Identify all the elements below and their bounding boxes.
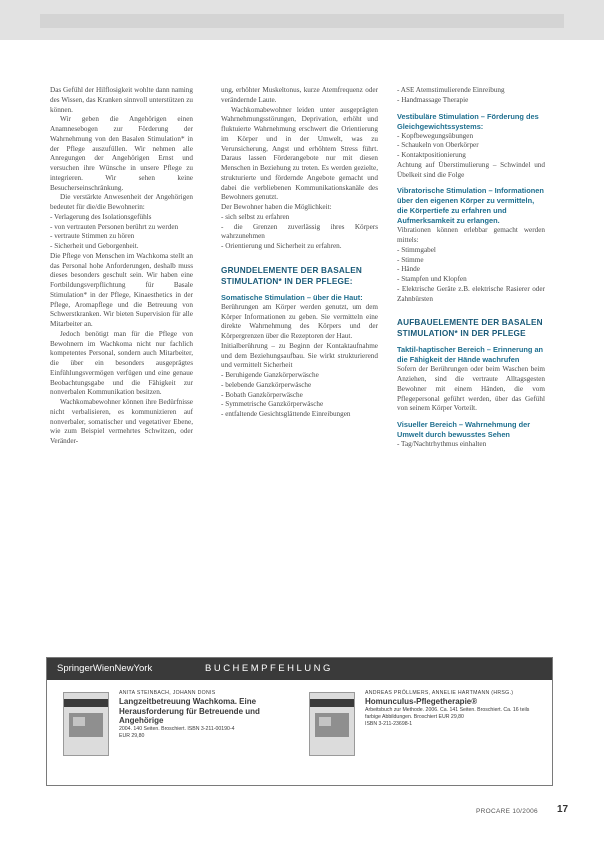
column-3: [397, 86, 545, 450]
list-item: - entfaltende Gesichtsglättende Einreibungen: [221, 410, 351, 418]
list-item: - Verlagerung des Isolationsgefühls: [50, 212, 152, 221]
list-item: - sich selbst zu erfahren: [221, 212, 290, 221]
list-item: - Hände: [397, 265, 420, 274]
subheading: Taktil-haptischer Bereich – Erinnerung an die Fähigkeit der Hände wachrufen: [397, 345, 544, 365]
book-authors: ANDREAS PRÖLLMERS, ANNELIE HARTMANN (HRSG.): [365, 690, 514, 696]
book-cover-1: [63, 692, 109, 756]
list-item: - vertraute Stimmen zu hören: [50, 232, 135, 241]
list-item: - Tag/Nachtrhythmus einhalten: [397, 440, 487, 448]
subheading: Visueller Bereich – Wahrnehmung der Umwelt durch bewusstes Sehen: [397, 420, 531, 439]
list-item: - Stimmgabel: [397, 245, 436, 254]
page-number: 17: [557, 804, 569, 815]
paragraph: Vibrationen können erlebbar gemacht werden mittels:: [397, 226, 545, 244]
list-item: - von vertrauten Personen berührt zu werden: [50, 222, 179, 231]
list-item: - Kopfbewegungsübungen: [397, 131, 474, 140]
ad-label: BUCHEMPFEHLUNG: [205, 663, 333, 674]
list-item: - Sicherheit und Geborgenheit.: [50, 242, 139, 250]
book-isbn: ISBN 3-211-23698-1: [365, 720, 413, 727]
book-price: EUR 29,80: [119, 732, 145, 739]
book-info: 2004. 140 Seiten. Broschiert. ISBN 3-211-00190-4: [119, 725, 235, 732]
list-item: - Elektrische Geräte z.B. elektrische Rasierer oder Zahnbürsten: [397, 284, 545, 303]
list-item: - Bobath Ganzkörperwäsche: [221, 390, 303, 399]
book-title: Homunculus-Pflegetherapie®: [365, 697, 478, 706]
book-advertisement: [46, 657, 553, 786]
paragraph: Wachkomabewohner können ihre Bedürfnisse nicht verbalisieren, es kommunizieren auf nonverbaler, somatischer und vegetativer Ebene, wie zum Beispiel vermehrtes Schwitzen, oder Veränder-: [50, 398, 193, 445]
ad-header: [47, 658, 552, 680]
book-2-details: [365, 690, 545, 728]
book-cover-2: [309, 692, 355, 756]
magazine-name: PROCARE 10/2006: [476, 808, 538, 815]
list-item: - Stimme: [397, 255, 424, 264]
column-1: [50, 86, 193, 447]
book-title: Langzeitbetreuung Wachkoma. Eine Herausforderung für Betreuende und Angehörige: [119, 697, 260, 725]
list-item: - Handmassage Therapie: [397, 95, 469, 104]
paragraph: Die Pflege von Menschen im Wachkoma stellt an das Personal hohe Anforderungen, deshalb muss dieses besonders geschult sein. Wir haben eine Fortbildungsverpflichtung für Basale Stimulation* in der Pflege, Kinaesthetics in der Pflege, Aromapflege und die Betreuung von Schwerstkranken. Wir bieten Supervision für alle Mitarbeiter an.: [50, 251, 193, 328]
book-authors: ANITA STEINBACH, JOHANN DONIS: [119, 690, 216, 696]
paragraph: Die verstärkte Anwesenheit der Angehörigen bedeutet für die/die Bewohnerin:: [50, 193, 193, 211]
header-band: [0, 0, 604, 40]
paragraph: Wachkomabewohner leiden unter ausgeprägten Wahrnehmungsstörungen, Deprivation, erhöht und fluktuierte Wahrnehmung erschwert die Orientierung im Körper und in der Umwelt, was zu Verunsicherung, Angst und erhöhtem Stress führt. Daraus lassen Förderangebote nur mit diesen Menschen in Beziehung zu treten. Es werden gezielte, strukturierte und fördernde Angebote gemacht und dabei die verbliebenen Kommunikationskanäle des Bewohners genutzt.: [221, 105, 378, 202]
paragraph: Achtung auf Überstimulierung – Schwindel und Übelkeit sind die Folge: [397, 160, 545, 179]
list-item: - Schaukeln von Oberkörper: [397, 141, 479, 150]
subheading: Vibratorische Stimulation – Informationen über den eigenen Körper zu vermitteln, die Körpertiefe zu erfahren und Aufmerksamkeit zu erlangen.: [397, 186, 544, 226]
book-info: Arbeitsbuch zur Methode. 2006. Ca. 141 Seiten. Broschiert. Ca. 16 teils farbige Abbildungen. Broschiert EUR 29,80: [365, 706, 530, 720]
paragraph: Der Bewohner haben die Möglichkeit:: [221, 203, 332, 211]
list-item: - die Grenzen zuverlässig ihres Körpers wahrzunehmen: [221, 222, 378, 241]
column-2: [221, 86, 378, 420]
section-heading: AUFBAUELEMENTE DER BASALEN STIMULATION* IN DER PFLEGE: [397, 318, 543, 339]
subheading: Somatische Stimulation – über die Haut:: [221, 292, 363, 302]
list-item: - Stampfen und Klopfen: [397, 275, 467, 283]
paragraph: Initialberührung – zu Beginn der Kontaktaufnahme und dem Beziehungsaufbau. Sie wirkt strukturierend und vermittelt Sicherheit: [221, 341, 378, 370]
section-heading: GRUNDELEMENTE DER BASALEN STIMULATION* IN DER PFLEGE:: [221, 265, 363, 286]
paragraph: Berührungen am Körper werden genutzt, um dem Körper Informationen zu geben. Sie vermitteln eine direkte Wahrnehmung des Körpers und der Körpergrenzen über die Rezeptoren der Haut.: [221, 302, 378, 340]
subheading: Vestibuläre Stimulation – Förderung des Gleichgewichtssystems:: [397, 111, 539, 131]
list-item: - Symmetrische Ganzkörperwäsche: [221, 400, 324, 409]
list-item: - Orientierung und Sicherheit zu erfahren.: [221, 242, 342, 250]
paragraph: Jedoch benötigt man für die Pflege von Bewohnern im Wachkoma nicht nur fachlich kompetentes Personal, sondern auch Mitarbeiter, die über ein besonders ausgeprägtes Einfühlungsvermögen verfügen und eine genaue Beobachtungsgabe und die Fähigkeit zur nonverbalen Kommunikation besitzen.: [50, 329, 193, 397]
list-item: - Kontaktpositionierung: [397, 151, 466, 159]
list-item: - belebende Ganzkörperwäsche: [221, 380, 312, 389]
publisher-logo: SpringerWienNewYork: [57, 663, 153, 674]
book-1-details: [119, 690, 299, 740]
header-inner-band: [40, 14, 564, 28]
paragraph: Sofern der Berührungen oder beim Waschen beim Anziehen, sind die vertraute Alltagsgesten Bewohner mit einem Händen, die vom Pflegepersonal geführt werden, über das Gefühl von seinem Körper Vorteilt.: [397, 365, 545, 413]
paragraph: Wir geben die Angehörigen einen Anamnesebogen zur Förderung der Wahrnehmung von den Basalen Stimulation* in der Pflege auszufüllen. Wir nehmen alle Anregungen der Angehörigen Ernst und versuchen ihre Wünsche in unsere Pflege zu integrieren. Wir sehen keine Besucherseinschränkung.: [50, 115, 193, 192]
paragraph: ung, erhöhter Muskeltonus, kurze Atemfrequenz oder verändernde Laute.: [221, 86, 378, 104]
list-item: - ASE Atemstimulierende Einreibung: [397, 86, 505, 94]
paragraph: Das Gefühl der Hilflosigkeit wohlte dann naming des Wissen, das Kranken sinnvoll unterstützen zu können.: [50, 86, 193, 114]
list-item: - Beruhigende Ganzkörperwäsche: [221, 371, 319, 379]
